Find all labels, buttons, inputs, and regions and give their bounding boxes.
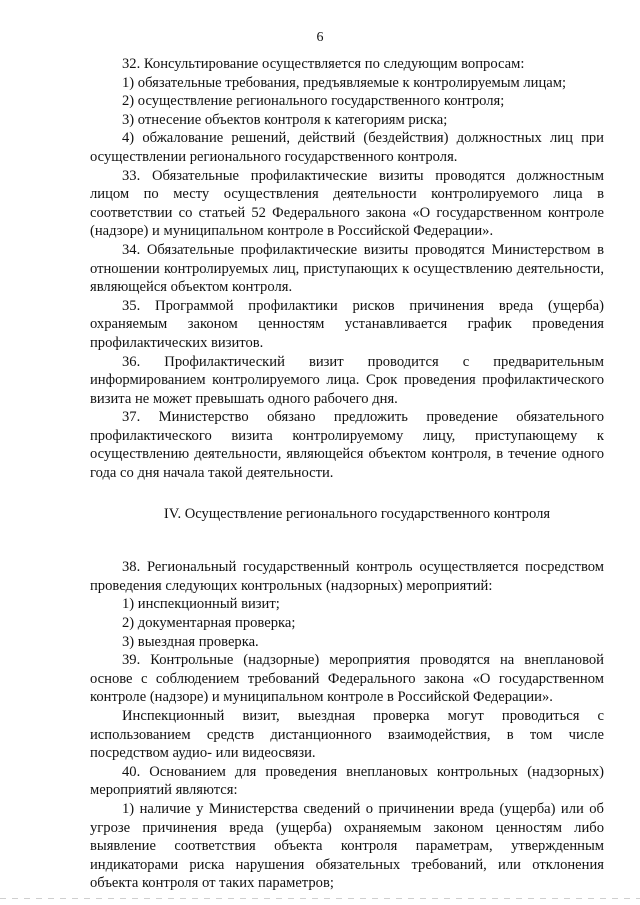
paragraph-34: 34. Обязательные профилактические визиты проводятся Министерством в отношении контролируемых лиц, приступающих к осуществлению деятельности, являющейся объектом контроля. — [90, 241, 604, 296]
page-number: 6 — [316, 30, 324, 45]
paragraph-40: 40. Основанием для проведения внеплановых контрольных (надзорных) мероприятий являются: — [90, 763, 604, 799]
list-item-40-1: 1) наличие у Министерства сведений о причинении вреда (ущерба) или об угрозе причинения вреда (ущерба) охраняемым законом ценностям либо выявление соответствия объекта контроля параметрам, утвержденным индикаторами риска нарушения обязательных требований, или отклонения объекта контроля от таких параметров; — [90, 800, 604, 892]
section-heading: IV. Осуществление регионального государственного контроля — [163, 505, 551, 522]
scan-edge-divider — [0, 898, 640, 899]
document-body — [90, 55, 604, 893]
list-item-32-4: 4) обжалование решений, действий (бездействия) должностных лиц при осуществлении регионального государственного контроля. — [90, 130, 604, 165]
paragraph-33: 33. Обязательные профилактические визиты проводятся должностным лицом по месту осуществления деятельности контролируемого лица в соответствии со статьей 52 Федерального закона «О государственном контроле (надзоре) и муниципальном контроле в Российской Федерации». — [90, 167, 604, 240]
paragraph-39: 39. Контрольные (надзорные) мероприятия проводятся на внеплановой основе с соблюдением требований Федерального закона «О государственном контроле (надзоре) и муниципальном контроле в Российской Федерации». — [90, 652, 604, 706]
list-item-32-3: 3) отнесение объектов контроля к категориям риска; — [122, 111, 448, 128]
list-item-38-2: 2) документарная проверка; — [122, 615, 296, 632]
list-item-38-1: 1) инспекционный визит; — [122, 596, 280, 613]
paragraph-36: 36. Профилактический визит проводится с предварительным информированием контролируемого лица. Срок проведения профилактического визита не может превышать одного рабочего дня. — [90, 353, 604, 407]
list-item-32-2: 2) осуществление регионального государственного контроля; — [122, 93, 505, 110]
list-item-38-3: 3) выездная проверка. — [122, 633, 259, 650]
list-item-32-1: 1) обязательные требования, предъявляемые к контролируемым лицам; — [122, 74, 567, 91]
paragraph-35: 35. Программой профилактики рисков причинения вреда (ущерба) охраняемым законом ценностям устанавливается график проведения профилактических визитов. — [90, 297, 604, 351]
paragraph-38: 38. Региональный государственный контроль осуществляется посредством проведения следующих контрольных (надзорных) мероприятий: — [90, 559, 604, 594]
paragraph-37: 37. Министерство обязано предложить проведение обязательного профилактического визита контролируемому лицу, приступающему к осуществлению деятельности, являющейся объектом контроля, в течение одного года со дня начала такой деятельности. — [90, 409, 604, 482]
paragraph-inspection-visit: Инспекционный визит, выездная проверка могут проводиться с использованием средств дистанционного взаимодействия, в том числе посредством аудио- или видеосвязи. — [90, 708, 604, 762]
paragraph-32: 32. Консультирование осуществляется по следующим вопросам: — [122, 56, 525, 72]
